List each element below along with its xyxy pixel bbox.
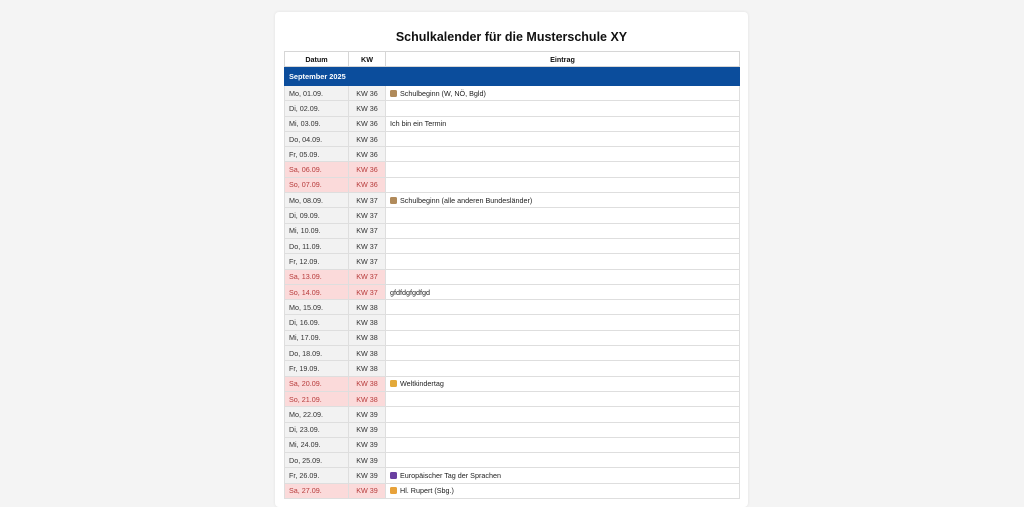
entry-cell[interactable] bbox=[386, 177, 740, 192]
day-date-cell: Di, 23.09. bbox=[285, 422, 349, 437]
calendar-week-cell: KW 39 bbox=[349, 407, 386, 422]
day-date-cell: Mo, 01.09. bbox=[285, 86, 349, 101]
table-header-row bbox=[285, 52, 740, 67]
table-row bbox=[285, 162, 740, 177]
day-date-cell: Mi, 10.09. bbox=[285, 223, 349, 238]
calendar-week-cell: KW 38 bbox=[349, 391, 386, 406]
calendar-week-cell: KW 36 bbox=[349, 101, 386, 116]
table-row bbox=[285, 116, 740, 131]
calendar-week-cell: KW 37 bbox=[349, 269, 386, 284]
table-row bbox=[285, 269, 740, 284]
calendar-week-cell: KW 36 bbox=[349, 147, 386, 162]
column-header-date: Datum bbox=[285, 52, 349, 67]
table-row bbox=[285, 223, 740, 238]
table-row bbox=[285, 315, 740, 330]
entry-cell[interactable] bbox=[386, 483, 740, 498]
table-row bbox=[285, 346, 740, 361]
table-row bbox=[285, 483, 740, 498]
day-date-cell: Di, 02.09. bbox=[285, 101, 349, 116]
calendar-sheet bbox=[275, 12, 748, 507]
month-label: September 2025 bbox=[285, 67, 740, 86]
entry-text: Hl. Rupert (Sbg.) bbox=[400, 486, 454, 496]
day-date-cell: Mo, 15.09. bbox=[285, 300, 349, 315]
table-row bbox=[285, 131, 740, 146]
entry-cell[interactable] bbox=[386, 254, 740, 269]
table-row bbox=[285, 361, 740, 376]
entry-cell[interactable] bbox=[386, 437, 740, 452]
calendar-table bbox=[284, 51, 740, 499]
calendar-week-cell: KW 39 bbox=[349, 483, 386, 498]
day-date-cell: Mi, 17.09. bbox=[285, 330, 349, 345]
entry-cell[interactable] bbox=[386, 193, 740, 208]
calendar-week-cell: KW 38 bbox=[349, 361, 386, 376]
entry-text: Schulbeginn (alle anderen Bundesländer) bbox=[400, 195, 533, 205]
calendar-week-cell: KW 36 bbox=[349, 177, 386, 192]
table-row bbox=[285, 422, 740, 437]
table-row bbox=[285, 193, 740, 208]
day-date-cell: Fr, 26.09. bbox=[285, 468, 349, 483]
day-date-cell: So, 14.09. bbox=[285, 284, 349, 299]
entry-cell[interactable] bbox=[386, 162, 740, 177]
table-row bbox=[285, 453, 740, 468]
entry-text: Schulbeginn (W, NÖ, Bgld) bbox=[400, 88, 486, 98]
table-row bbox=[285, 208, 740, 223]
day-date-cell: Sa, 20.09. bbox=[285, 376, 349, 391]
entry-cell[interactable] bbox=[386, 422, 740, 437]
entry-cell[interactable] bbox=[386, 284, 740, 299]
table-row bbox=[285, 391, 740, 406]
day-date-cell: Do, 04.09. bbox=[285, 131, 349, 146]
day-date-cell: Mo, 22.09. bbox=[285, 407, 349, 422]
calendar-week-cell: KW 37 bbox=[349, 254, 386, 269]
church-icon bbox=[390, 487, 397, 494]
entry-cell[interactable] bbox=[386, 223, 740, 238]
calendar-week-cell: KW 37 bbox=[349, 193, 386, 208]
calendar-week-cell: KW 37 bbox=[349, 284, 386, 299]
entry-cell[interactable] bbox=[386, 269, 740, 284]
table-row bbox=[285, 300, 740, 315]
table-row bbox=[285, 86, 740, 101]
calendar-week-cell: KW 37 bbox=[349, 238, 386, 253]
day-date-cell: Do, 18.09. bbox=[285, 346, 349, 361]
entry-text: Ich bin ein Termin bbox=[390, 119, 447, 129]
day-date-cell: So, 21.09. bbox=[285, 391, 349, 406]
calendar-week-cell: KW 36 bbox=[349, 86, 386, 101]
day-date-cell: Mi, 03.09. bbox=[285, 116, 349, 131]
entry-cell[interactable] bbox=[386, 330, 740, 345]
table-row bbox=[285, 376, 740, 391]
entry-cell[interactable] bbox=[386, 116, 740, 131]
day-date-cell: Fr, 19.09. bbox=[285, 361, 349, 376]
table-row bbox=[285, 101, 740, 116]
calendar-week-cell: KW 39 bbox=[349, 422, 386, 437]
calendar-week-cell: KW 39 bbox=[349, 453, 386, 468]
day-date-cell: Fr, 12.09. bbox=[285, 254, 349, 269]
entry-cell[interactable] bbox=[386, 101, 740, 116]
table-row bbox=[285, 407, 740, 422]
entry-cell[interactable] bbox=[386, 468, 740, 483]
day-date-cell: Fr, 05.09. bbox=[285, 147, 349, 162]
entry-cell[interactable] bbox=[386, 86, 740, 101]
children-icon bbox=[390, 380, 397, 387]
entry-text: gfdfdgfgdfgd bbox=[390, 287, 430, 297]
table-row bbox=[285, 147, 740, 162]
column-header-kw: KW bbox=[349, 52, 386, 67]
table-row bbox=[285, 284, 740, 299]
entry-cell[interactable] bbox=[386, 453, 740, 468]
calendar-week-cell: KW 36 bbox=[349, 162, 386, 177]
calendar-week-cell: KW 38 bbox=[349, 376, 386, 391]
calendar-week-cell: KW 38 bbox=[349, 330, 386, 345]
month-header-row bbox=[285, 67, 740, 86]
school-icon bbox=[390, 197, 397, 204]
calendar-week-cell: KW 39 bbox=[349, 468, 386, 483]
calendar-week-cell: KW 36 bbox=[349, 131, 386, 146]
day-date-cell: Sa, 13.09. bbox=[285, 269, 349, 284]
table-row bbox=[285, 468, 740, 483]
calendar-week-cell: KW 37 bbox=[349, 223, 386, 238]
entry-cell[interactable] bbox=[386, 300, 740, 315]
speech-icon bbox=[390, 472, 397, 479]
entry-text: Europäischer Tag der Sprachen bbox=[400, 471, 501, 481]
day-date-cell: Mo, 08.09. bbox=[285, 193, 349, 208]
entry-cell[interactable] bbox=[386, 346, 740, 361]
entry-cell[interactable] bbox=[386, 131, 740, 146]
page-title: Schulkalender für die Musterschule XY bbox=[395, 30, 628, 44]
day-date-cell: Di, 16.09. bbox=[285, 315, 349, 330]
day-date-cell: Mi, 24.09. bbox=[285, 437, 349, 452]
day-date-cell: Do, 11.09. bbox=[285, 238, 349, 253]
calendar-week-cell: KW 38 bbox=[349, 346, 386, 361]
calendar-week-cell: KW 39 bbox=[349, 437, 386, 452]
table-row bbox=[285, 177, 740, 192]
calendar-week-cell: KW 36 bbox=[349, 116, 386, 131]
day-date-cell: Sa, 27.09. bbox=[285, 483, 349, 498]
calendar-week-cell: KW 38 bbox=[349, 315, 386, 330]
day-date-cell: Sa, 06.09. bbox=[285, 162, 349, 177]
entry-cell[interactable] bbox=[386, 391, 740, 406]
day-date-cell: Do, 25.09. bbox=[285, 453, 349, 468]
entry-cell[interactable] bbox=[386, 376, 740, 391]
entry-cell[interactable] bbox=[386, 147, 740, 162]
entry-cell[interactable] bbox=[386, 407, 740, 422]
table-row bbox=[285, 238, 740, 253]
day-date-cell: So, 07.09. bbox=[285, 177, 349, 192]
calendar-week-cell: KW 37 bbox=[349, 208, 386, 223]
entry-cell[interactable] bbox=[386, 208, 740, 223]
column-header-entry: Eintrag bbox=[386, 52, 740, 67]
entry-cell[interactable] bbox=[386, 361, 740, 376]
school-icon bbox=[390, 90, 397, 97]
table-row bbox=[285, 254, 740, 269]
day-date-cell: Di, 09.09. bbox=[285, 208, 349, 223]
table-row bbox=[285, 330, 740, 345]
table-row bbox=[285, 437, 740, 452]
entry-cell[interactable] bbox=[386, 238, 740, 253]
calendar-week-cell: KW 38 bbox=[349, 300, 386, 315]
entry-text: Weltkindertag bbox=[400, 379, 444, 389]
entry-cell[interactable] bbox=[386, 315, 740, 330]
